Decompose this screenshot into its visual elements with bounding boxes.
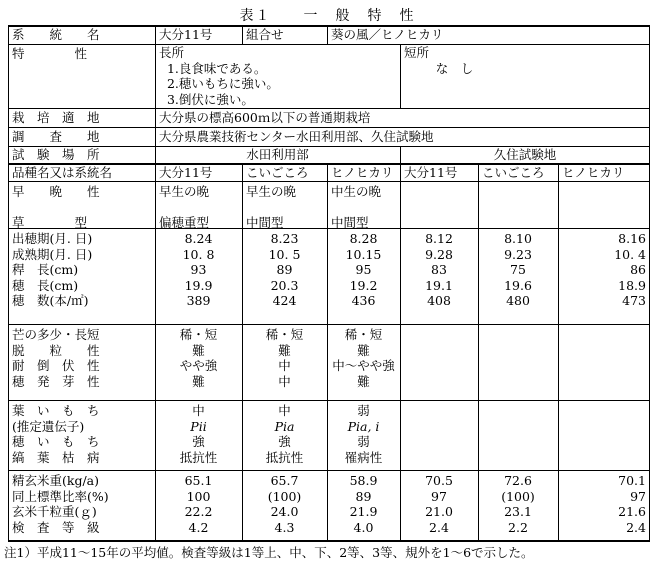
cell-shuryo-0: 精玄米重(kg/a) 同上標準比率(%) 玄米千粒重(ｇ) 検 査 等 級 (12, 473, 109, 535)
cell-seiiku-4: 8.12 9.28 83 19.1 408 (425, 231, 453, 308)
cell-tokusei-0: 特 性 (12, 46, 88, 61)
cell-keito-0: 系 統 名 (12, 27, 100, 42)
cell-wase-0: 早 晩 性 草 型 (12, 184, 100, 228)
cell-wase-4 (404, 184, 474, 228)
cell-shuryo-2: 65.7 (100) 24.0 4.3 (267, 473, 302, 535)
cell-line: 弱 (357, 403, 370, 418)
cell-nogi-4 (404, 327, 474, 400)
cell-chosachi-0: 調 査 地 (12, 129, 100, 144)
cell-seiiku-0: 出穂期(月. 日) 成熟期(月. 日) 稈 長(cm) 穂 長(cm) 穂 数(本/㎡) (12, 231, 93, 308)
table-rule (400, 146, 401, 541)
cell-chosachi-1: 大分県農業技術センター水田利用部、久住試験地 (159, 129, 434, 144)
cell-nogi-2: 稀・短 難 中 中 (265, 327, 304, 389)
cell-basho-0: 試 験 場 所 (12, 147, 100, 162)
cell-nogi-1: 稀・短 難 やや強 難 (179, 327, 218, 389)
table-rule (155, 25, 156, 541)
table-rule (242, 25, 243, 44)
cell-imochi-0: 葉 い も ち (推定遺伝子) 穂 い も ち 縞 葉 枯 病 (12, 403, 100, 465)
cell-hinshu-3: ヒノヒカリ (331, 165, 394, 180)
cell-hinshu-4: 大分11号 (404, 165, 458, 180)
cell-shuryo-3: 58.9 89 21.9 4.0 (349, 473, 378, 535)
table-rule (8, 181, 650, 182)
cell-line: Pii (190, 418, 207, 434)
table-rule (8, 540, 650, 542)
cell-tokusei-2: 短所 な し (404, 45, 474, 76)
cell-imochi-1 (159, 403, 238, 470)
table-rule (649, 25, 650, 541)
table-rule (327, 163, 328, 541)
cell-wase-6 (562, 184, 646, 228)
cell-seiiku-3: 8.28 10.15 95 19.2 436 (345, 231, 382, 308)
cell-shuryo-4: 70.5 97 21.0 2.4 (425, 473, 453, 535)
cell-line: 弱 (357, 434, 370, 449)
cell-line: 強 (192, 434, 205, 449)
cell-hinshu-5: こいごころ (482, 165, 545, 180)
cell-line: 中 (192, 403, 205, 418)
cell-wase-5 (482, 184, 554, 228)
cell-seiiku-2: 8.23 10. 5 89 20.3 424 (268, 231, 301, 308)
cell-shuryo-6: 70.1 97 21.6 2.4 (618, 473, 646, 535)
table-rule (8, 228, 650, 229)
cell-hinshu-1: 大分11号 (159, 165, 213, 180)
table-footnote: 注1）平成11～15年の平均値。検査等級は1等上、中、下、2等、3等、規外を1～6で示した。 (4, 545, 534, 560)
cell-keito-3: 葵の風／ヒノヒカリ (331, 27, 444, 42)
cell-imochi-3 (331, 403, 396, 470)
cell-nogi-6 (562, 327, 646, 400)
cell-tekichi-1: 大分県の標高600ｍ以下の普通期栽培 (159, 110, 371, 125)
cell-hinshu-6: ヒノヒカリ (562, 165, 625, 180)
table-rule (8, 44, 650, 45)
table-rule (8, 25, 650, 27)
cell-hinshu-2: こいごころ (246, 165, 309, 180)
table-rule (8, 127, 650, 128)
cell-nogi-0: 芒の多少・長短 脱 粒 性 耐 倒 伏 性 穂 発 芽 性 (12, 327, 100, 389)
cell-line: 強 (278, 434, 291, 449)
cell-line: 抵抗性 (265, 449, 304, 465)
cell-tekichi-0: 栽 培 適 地 (12, 110, 100, 125)
table-rule (8, 146, 650, 147)
cell-seiiku-6: 8.16 10. 4 86 18.9 473 (614, 231, 646, 308)
cell-wase-2: 早生の晩 中間型 (246, 184, 297, 228)
cell-wase-1: 早生の晩 偏穂重型 (159, 184, 210, 228)
cell-shuryo-1: 65.1 100 22.2 4.2 (184, 473, 213, 535)
cell-nogi-3: 稀・短 難 中～やや強 難 (332, 327, 395, 389)
table-rule (400, 44, 401, 108)
cell-shuryo-5: 72.6 (100) 23.1 2.2 (501, 473, 535, 535)
table-rule (242, 163, 243, 541)
table-rule (8, 470, 650, 471)
table-rule (8, 163, 650, 165)
table-rule (8, 25, 9, 541)
cell-line: 罹病性 (344, 449, 383, 465)
cell-line: 中 (278, 403, 291, 418)
table-rule (558, 163, 559, 541)
table-rule (327, 25, 328, 44)
cell-hinshu-0: 品種名又は系統名 (12, 165, 113, 180)
cell-imochi-2 (246, 403, 323, 470)
cell-wase-3: 中生の晩 中間型 (331, 184, 382, 228)
cell-nogi-5 (482, 327, 554, 400)
characteristics-table (8, 25, 650, 541)
table-title: 表１ 一 般 特 性 (239, 8, 416, 24)
cell-keito-2: 組合せ (246, 27, 284, 42)
cell-seiiku-1: 8.24 10. 8 93 19.9 389 (182, 231, 215, 308)
cell-line: Pia (274, 418, 295, 434)
cell-imochi-6 (562, 403, 646, 470)
table-rule (8, 324, 650, 325)
table-rule (8, 108, 650, 109)
cell-keito-1: 大分11号 (159, 27, 213, 42)
cell-line: 抵抗性 (179, 449, 218, 465)
table-rule (478, 163, 479, 541)
cell-imochi-4 (404, 403, 474, 470)
cell-basho-2: 久住試験地 (493, 147, 557, 162)
cell-basho-1: 水田利用部 (246, 147, 309, 162)
cell-line: Pia, i (347, 418, 380, 434)
table-rule (8, 400, 650, 401)
cell-imochi-5 (482, 403, 554, 470)
cell-seiiku-5: 8.10 9.23 75 19.6 480 (504, 231, 532, 308)
cell-tokusei-1: 長所 1.良食味である。 2.穂いもちに強い。 3.倒伏に強い。 (159, 45, 279, 107)
